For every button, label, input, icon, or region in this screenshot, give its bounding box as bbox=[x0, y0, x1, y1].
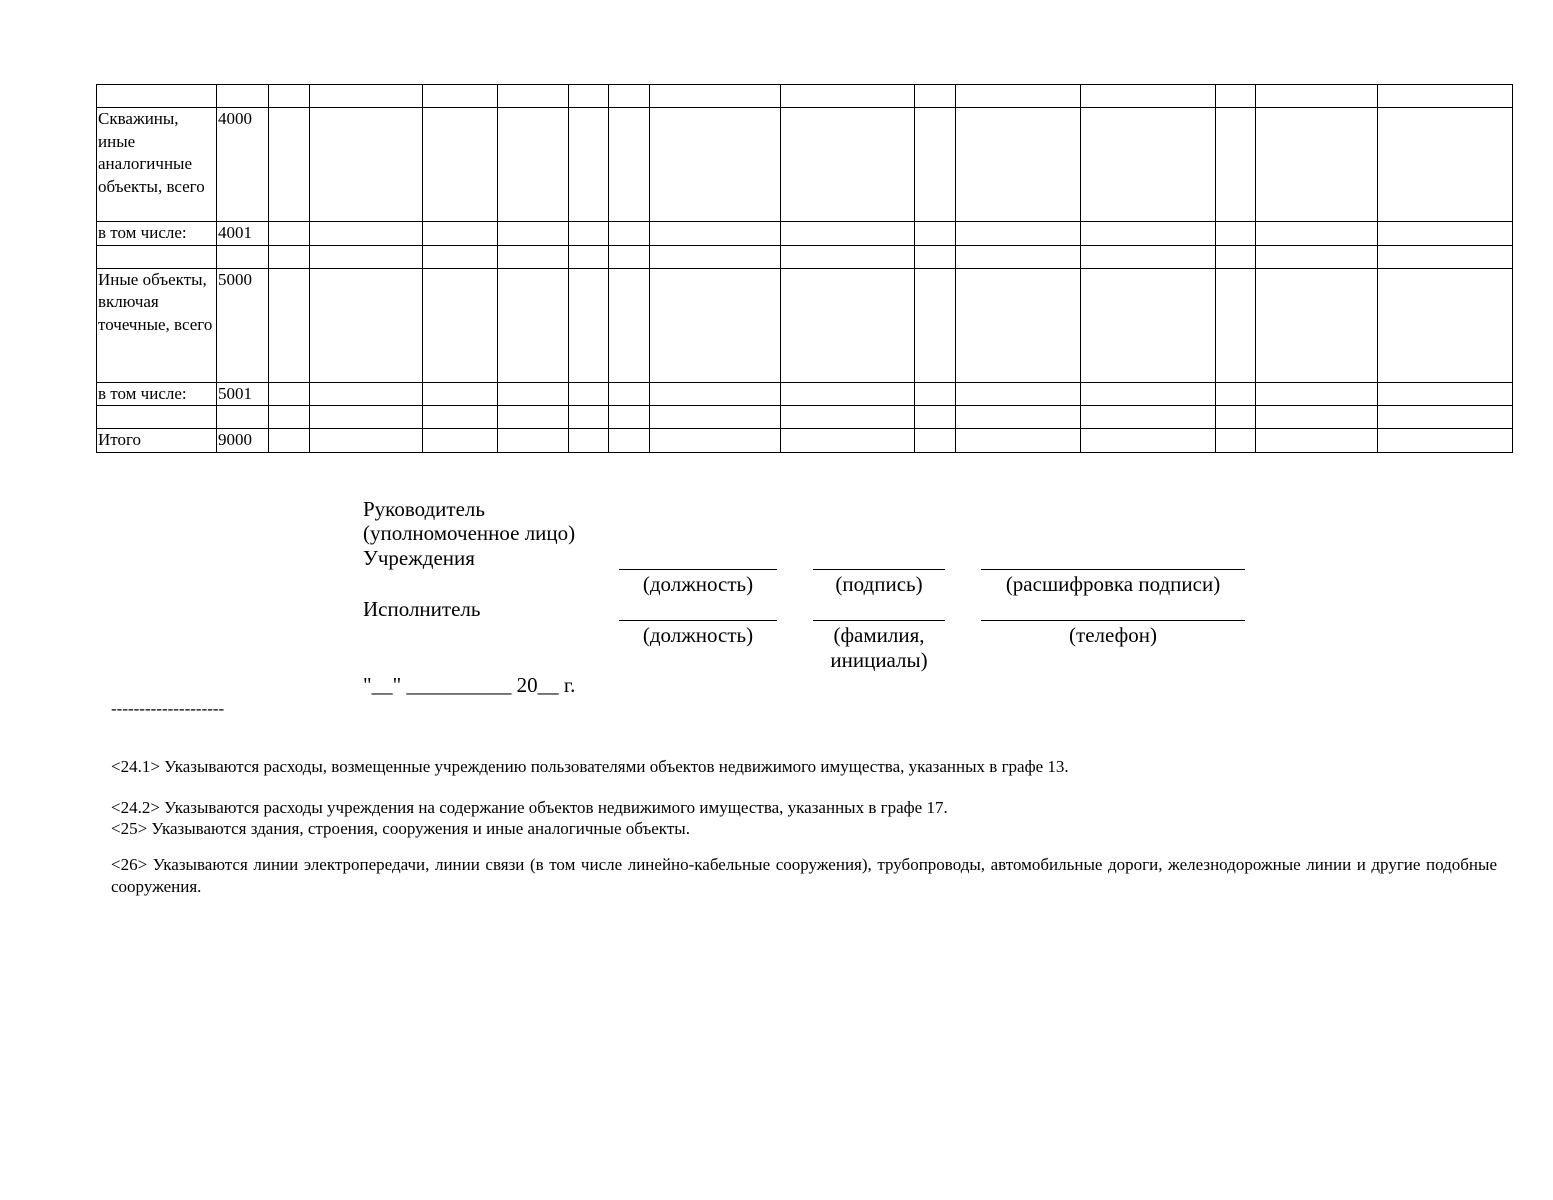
table-cell bbox=[1256, 245, 1378, 268]
executor-phone-line bbox=[981, 620, 1245, 621]
table-cell bbox=[498, 85, 569, 108]
head-label-line1: Руководитель bbox=[363, 497, 485, 521]
row-code-cell: 5000 bbox=[217, 268, 269, 382]
row-name-cell bbox=[97, 406, 217, 429]
table-cell bbox=[956, 245, 1081, 268]
table-cell bbox=[569, 406, 609, 429]
head-position-caption: (должность) bbox=[642, 572, 754, 596]
table-cell bbox=[269, 245, 310, 268]
table-cell bbox=[1256, 429, 1378, 453]
table-row bbox=[97, 406, 1513, 429]
table-cell bbox=[310, 85, 423, 108]
table-cell bbox=[1216, 268, 1256, 382]
table-cell bbox=[1256, 108, 1378, 222]
executor-position-caption: (должность) bbox=[642, 623, 754, 647]
table-cell bbox=[569, 382, 609, 406]
table-cell bbox=[1081, 85, 1216, 108]
table-cell bbox=[423, 382, 498, 406]
table-cell bbox=[915, 85, 956, 108]
table-cell bbox=[569, 108, 609, 222]
table-cell bbox=[1378, 268, 1513, 382]
table-cell bbox=[781, 85, 915, 108]
table-cell bbox=[609, 85, 650, 108]
table-cell bbox=[915, 406, 956, 429]
table-cell bbox=[650, 245, 781, 268]
table-cell bbox=[609, 429, 650, 453]
report-table bbox=[96, 84, 1513, 453]
table-cell bbox=[423, 245, 498, 268]
row-name-cell bbox=[97, 245, 217, 268]
head-decoding-caption: (расшифровка подписи) bbox=[1005, 572, 1221, 596]
table-cell bbox=[310, 382, 423, 406]
table-cell bbox=[1216, 222, 1256, 246]
table-cell bbox=[269, 222, 310, 246]
table-cell bbox=[498, 382, 569, 406]
table-cell bbox=[956, 429, 1081, 453]
table-cell bbox=[1216, 382, 1256, 406]
row-code-cell: 5001 bbox=[217, 382, 269, 406]
table-row bbox=[97, 85, 1513, 108]
table-row bbox=[97, 245, 1513, 268]
row-code-cell: 4001 bbox=[217, 222, 269, 246]
table-cell bbox=[269, 108, 310, 222]
table-cell bbox=[609, 406, 650, 429]
table-cell bbox=[1256, 85, 1378, 108]
table-cell bbox=[956, 268, 1081, 382]
table-cell bbox=[310, 222, 423, 246]
table-cell bbox=[650, 429, 781, 453]
head-label-line2: (уполномоченное лицо) bbox=[363, 521, 576, 545]
table-cell bbox=[310, 406, 423, 429]
table-row bbox=[97, 429, 1513, 453]
table-cell bbox=[650, 382, 781, 406]
row-code-cell bbox=[217, 406, 269, 429]
head-position-line bbox=[619, 569, 777, 570]
head-label-line3: Учреждения bbox=[363, 546, 475, 570]
table-cell bbox=[956, 382, 1081, 406]
row-code-cell: 9000 bbox=[217, 429, 269, 453]
table-cell bbox=[1081, 245, 1216, 268]
footnote-25: <25> Указываются здания, строения, сооружения и иные аналогичные объекты. bbox=[111, 819, 690, 838]
table-cell bbox=[915, 245, 956, 268]
row-name-cell: в том числе: bbox=[97, 382, 217, 406]
table-cell bbox=[1256, 268, 1378, 382]
table-row bbox=[97, 108, 1513, 222]
table-cell bbox=[1256, 222, 1378, 246]
table-cell bbox=[423, 108, 498, 222]
table-cell bbox=[781, 382, 915, 406]
row-name-cell: в том числе: bbox=[97, 222, 217, 246]
executor-name-caption-line1: (фамилия, bbox=[833, 623, 925, 647]
table-cell bbox=[956, 108, 1081, 222]
table-cell bbox=[498, 245, 569, 268]
table-cell bbox=[915, 382, 956, 406]
head-decoding-line bbox=[981, 569, 1245, 570]
table-cell bbox=[423, 222, 498, 246]
table-cell bbox=[310, 268, 423, 382]
table-cell bbox=[269, 85, 310, 108]
row-code-cell bbox=[217, 245, 269, 268]
footnote-24-2: <24.2> Указываются расходы учреждения на содержание объектов недвижимого имущества, указанных в графе 17. bbox=[111, 798, 948, 817]
table-cell bbox=[1081, 222, 1216, 246]
table-cell bbox=[1378, 429, 1513, 453]
table-row bbox=[97, 268, 1513, 382]
row-name-cell bbox=[97, 85, 217, 108]
table-cell bbox=[1216, 406, 1256, 429]
row-name-cell: Итого bbox=[97, 429, 217, 453]
executor-position-line bbox=[619, 620, 777, 621]
table-cell bbox=[781, 406, 915, 429]
table-cell bbox=[423, 429, 498, 453]
table-cell bbox=[423, 268, 498, 382]
table-cell bbox=[650, 222, 781, 246]
table-cell bbox=[609, 222, 650, 246]
table-cell bbox=[650, 268, 781, 382]
table-cell bbox=[1216, 429, 1256, 453]
footnote-26: <26> Указываются линии электропередачи, линии связи (в том числе линейно-кабельные сооружения), трубопроводы, автомобильные дороги, железнодорожные линии и другие подобные сооружения. bbox=[111, 855, 1497, 896]
table-cell bbox=[310, 429, 423, 453]
table-cell bbox=[1081, 406, 1216, 429]
table-cell bbox=[1216, 108, 1256, 222]
table-cell bbox=[569, 429, 609, 453]
executor-phone-caption: (телефон) bbox=[1069, 623, 1157, 647]
table-cell bbox=[1216, 245, 1256, 268]
table-cell bbox=[1378, 85, 1513, 108]
table-cell bbox=[1081, 382, 1216, 406]
table-cell bbox=[1378, 222, 1513, 246]
row-name-cell: Иные объекты, включая точечные, всего bbox=[97, 268, 217, 382]
table-cell bbox=[1256, 406, 1378, 429]
table-cell bbox=[609, 268, 650, 382]
table-cell bbox=[269, 382, 310, 406]
head-signature-line bbox=[813, 569, 945, 570]
table-cell bbox=[609, 382, 650, 406]
table-cell bbox=[310, 245, 423, 268]
table-cell bbox=[956, 222, 1081, 246]
footnote-24-1: <24.1> Указываются расходы, возмещенные учреждению пользователями объектов недвижимого имущества, указанных в графе 13. bbox=[111, 757, 1069, 776]
table-cell bbox=[1216, 85, 1256, 108]
table-cell bbox=[915, 268, 956, 382]
table-cell bbox=[498, 108, 569, 222]
table-cell bbox=[423, 406, 498, 429]
table-cell bbox=[310, 108, 423, 222]
table-cell bbox=[781, 245, 915, 268]
head-signature-caption: (подпись) bbox=[835, 572, 923, 596]
table-cell bbox=[1081, 268, 1216, 382]
executor-name-caption-line2: инициалы) bbox=[830, 648, 928, 672]
table-cell bbox=[569, 222, 609, 246]
table-cell bbox=[269, 406, 310, 429]
executor-label: Исполнитель bbox=[363, 597, 481, 621]
table-cell bbox=[915, 108, 956, 222]
table-cell bbox=[650, 108, 781, 222]
table-cell bbox=[423, 85, 498, 108]
footnote-separator: -------------------- bbox=[111, 699, 225, 718]
table-cell bbox=[569, 268, 609, 382]
row-code-cell: 4000 bbox=[217, 108, 269, 222]
table-cell bbox=[1256, 382, 1378, 406]
table-cell bbox=[781, 429, 915, 453]
table-cell bbox=[609, 245, 650, 268]
table-cell bbox=[781, 268, 915, 382]
row-name-cell: Скважины, иные аналогичные объекты, всего bbox=[97, 108, 217, 222]
table-cell bbox=[915, 429, 956, 453]
table-cell bbox=[1378, 108, 1513, 222]
table-cell bbox=[1378, 245, 1513, 268]
table-cell bbox=[1378, 406, 1513, 429]
table-cell bbox=[269, 429, 310, 453]
table-cell bbox=[915, 222, 956, 246]
table-cell bbox=[650, 406, 781, 429]
table-cell bbox=[269, 268, 310, 382]
table-cell bbox=[569, 85, 609, 108]
table-cell bbox=[498, 222, 569, 246]
table-cell bbox=[498, 406, 569, 429]
row-code-cell bbox=[217, 85, 269, 108]
table-cell bbox=[498, 268, 569, 382]
table-row bbox=[97, 382, 1513, 406]
table-cell bbox=[1378, 382, 1513, 406]
table-cell bbox=[1081, 108, 1216, 222]
table-cell bbox=[781, 108, 915, 222]
table-cell bbox=[956, 85, 1081, 108]
table-cell bbox=[650, 85, 781, 108]
table-row bbox=[97, 222, 1513, 246]
table-cell bbox=[956, 406, 1081, 429]
table-cell bbox=[1081, 429, 1216, 453]
table-cell bbox=[569, 245, 609, 268]
table-cell bbox=[781, 222, 915, 246]
executor-name-line bbox=[813, 620, 945, 621]
table-cell bbox=[498, 429, 569, 453]
date-line: "__" __________ 20__ г. bbox=[363, 673, 576, 697]
table-cell bbox=[609, 108, 650, 222]
